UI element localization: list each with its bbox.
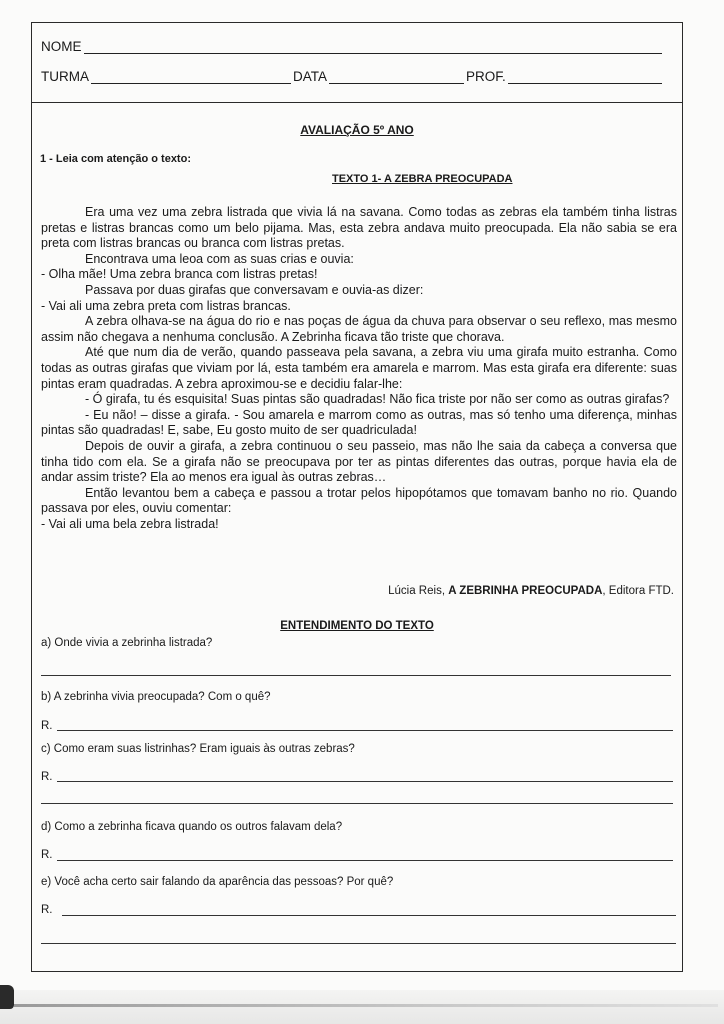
story-paragraph: Era uma vez uma zebra listrada que vivia lá na savana. Como todas as zebras ela também tinha listras pretas e listras brancas como um belo pijama. Mas, esta zebra andava muito preocupada. Ela não sabia se era preta com listras brancas ou branca com listras pretas.	[41, 205, 677, 251]
date-label: DATA	[293, 69, 328, 84]
answer-e-line-2[interactable]	[41, 943, 676, 944]
scan-shadow	[0, 985, 14, 1009]
name-row	[41, 40, 664, 54]
class-label: TURMA	[41, 69, 89, 84]
answer-b-label: R.	[41, 720, 53, 732]
comprehension-title: ENTENDIMENTO DO TEXTO	[280, 620, 434, 632]
text-source	[388, 585, 674, 597]
teacher-label: PROF.	[466, 69, 506, 84]
name-label: NOME	[41, 39, 82, 54]
source-author: Lúcia Reis,	[388, 585, 446, 597]
story-paragraph: Então levantou bem a cabeça e passou a trotar pelos hipopótamos que tomavam banho no rio. Quando passava por eles, ouviu comentar:	[41, 485, 677, 516]
source-book: A ZEBRINHA PREOCUPADA	[448, 585, 603, 597]
answer-c-line-1[interactable]	[57, 781, 673, 782]
story-paragraph: A zebra olhava-se na água do rio e nas poças de água da chuva para observar o seu reflexo, mas mesmo assim não chegava a nenhuma conclusão. A Zebrinha ficava tão triste que chorava.	[41, 314, 677, 344]
teacher-field[interactable]	[508, 72, 662, 84]
answer-e-line-1[interactable]	[62, 915, 676, 916]
answer-d-line[interactable]	[57, 860, 673, 861]
story-paragraph: - Vai ali uma bela zebra listrada!	[41, 516, 219, 531]
question-a: a) Onde vivia a zebrinha listrada?	[41, 637, 213, 649]
date-field[interactable]	[329, 72, 464, 84]
story-paragraph: Depois de ouvir a girafa, a zebra continuou o seu passeio, mas não lhe saia da cabeça a conversa que tinha tido com ela. Se a girafa não se preocupava por ter as pintas diferentes das outras, porque havia ela de andar assim triste? Ela ao menos era igual às outras zebras…	[41, 438, 677, 485]
answer-c-label: R.	[41, 771, 53, 783]
exam-frame	[31, 22, 683, 972]
source-publisher: , Editora FTD.	[602, 585, 674, 597]
story-text	[41, 205, 677, 532]
answer-d-label: R.	[41, 849, 53, 861]
story-paragraph: - Ó girafa, tu és esquisita! Suas pintas são quadradas! Não fica triste por não ser como as outras girafas?	[85, 392, 670, 407]
story-paragraph: - Olha mãe! Uma zebra branca com listras pretas!	[41, 267, 318, 282]
story-paragraph: - Eu não! – disse a girafa. - Sou amarela e marrom como as outras, mas só tenho uma diferença, minhas pintas são quadradas! E, sabe, Eu gosto muito de ser quadriculada!	[41, 407, 677, 438]
story-paragraph: - Vai ali uma zebra preta com listras brancas.	[41, 298, 291, 313]
answer-b-line[interactable]	[57, 730, 673, 731]
answer-c-line-2[interactable]	[41, 803, 673, 804]
question-d: d) Como a zebrinha ficava quando os outros falavam dela?	[41, 821, 343, 833]
story-paragraph: Encontrava uma leoa com as suas crias e ouvia:	[85, 251, 354, 266]
question-e: e) Você acha certo sair falando da aparência das pessoas? Por quê?	[41, 876, 394, 888]
question-b: b) A zebrinha vivia preocupada? Com o quê?	[41, 691, 271, 703]
story-paragraph: Passava por duas girafas que conversavam e ouvia-as dizer:	[85, 282, 424, 297]
story-paragraph: Até que num dia de verão, quando passeava pela savana, a zebra viu uma girafa muito estranha. Como todas as outras girafas que viviam por lá, esta também era amarela e marrom. Mas esta girafa era diferente: suas pintas eram quadradas. A zebra aproximou-se e decidiu falar-lhe:	[41, 345, 677, 391]
answer-e-label: R.	[41, 904, 53, 916]
student-info-header	[32, 23, 682, 103]
name-field[interactable]	[84, 42, 663, 54]
answer-a-line[interactable]	[41, 675, 671, 676]
class-row	[41, 70, 664, 84]
question-c: c) Como eram suas listrinhas? Eram iguais às outras zebras?	[41, 743, 355, 755]
question-1-instruction: 1 - Leia com atenção o texto:	[40, 153, 191, 165]
class-field[interactable]	[91, 72, 291, 84]
scan-streak	[14, 1004, 718, 1007]
scan-margin	[0, 990, 724, 1024]
text-title: TEXTO 1- A ZEBRA PREOCUPADA	[332, 173, 513, 185]
exam-title: AVALIAÇÃO 5º ANO	[300, 123, 414, 137]
